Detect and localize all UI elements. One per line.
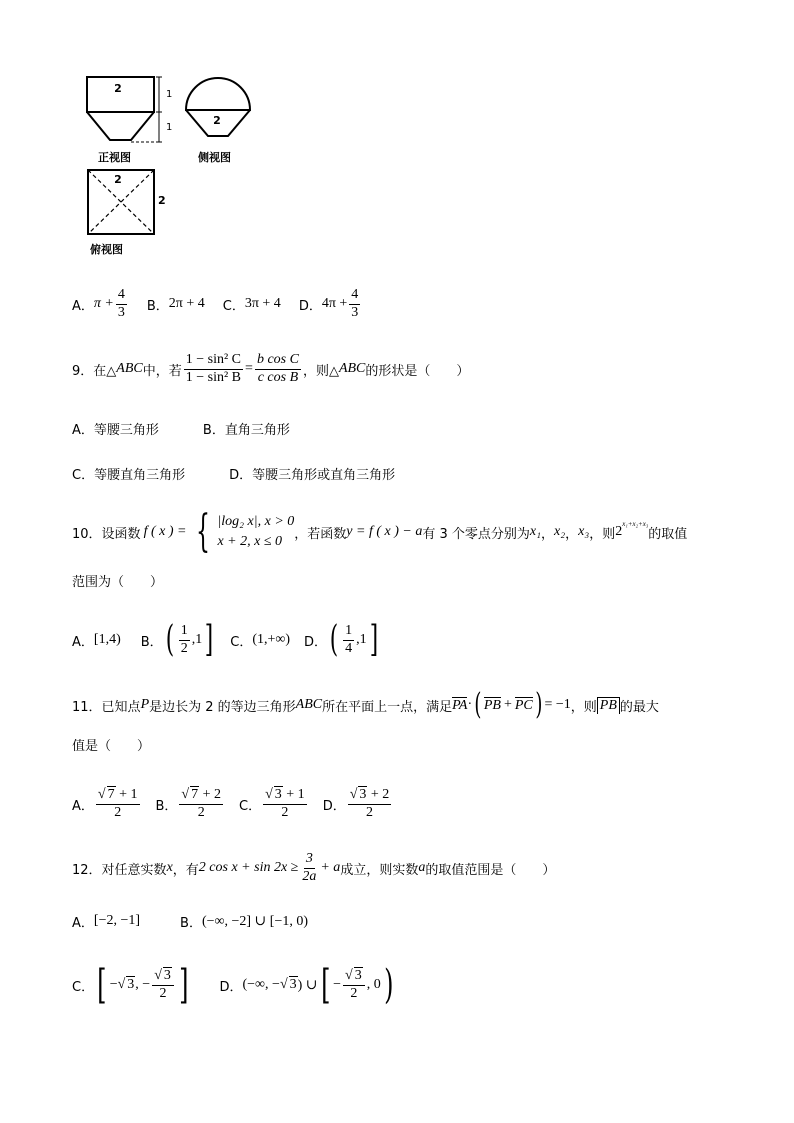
q12-c-left-bracket: [ [97, 962, 107, 1008]
q11-text-3: 所在平面上一点，满足 [322, 699, 453, 715]
q12-option-d-label: D． [219, 979, 243, 995]
q10-case-2: x + 2, x ≤ 0 [217, 534, 282, 549]
q9-option-a-label: A． [72, 422, 94, 438]
q11-rhs: = −1 [544, 697, 571, 712]
q11-a-den: 2 [114, 804, 122, 820]
q8-option-a-fraction [116, 288, 127, 320]
q10-option-c-label: C． [230, 634, 253, 650]
q9-stem [72, 348, 469, 390]
front-dimension-lines [131, 77, 162, 142]
q12-d-pre: (−∞, − [242, 977, 280, 992]
q10-power-base: 2 [615, 524, 623, 539]
q9-options-row-2 [72, 463, 395, 483]
three-view-figure [80, 72, 260, 262]
q10-piecewise-brace: { [196, 506, 211, 557]
q8-option-b-expr: 2π + 4 [168, 296, 205, 311]
q12-f-num: 3 [304, 852, 315, 869]
q9-option-d-label: D． [229, 467, 253, 483]
q12-d-tail: , 0 [366, 977, 381, 992]
q11-vector-pa: PA [452, 697, 468, 713]
q11-stem-line-2 [72, 734, 150, 754]
side-view [186, 78, 250, 136]
q10-text-4: ，则 [589, 526, 616, 542]
q12-option-c-label: C． [72, 979, 95, 995]
q11-d-den: 2 [366, 804, 373, 820]
q10-option-d-label: D． [304, 634, 328, 650]
q12-tail: + a [320, 860, 341, 875]
q11-stem [72, 688, 659, 722]
front-view-caption: 正视图 [98, 151, 131, 164]
q12-c-num-radicand: 3 [163, 967, 171, 983]
q12-lhs: 2 cos x + sin 2x ≥ [198, 860, 299, 875]
q12-c-root: √ 3 [117, 977, 135, 992]
q9-fraction-1 [184, 353, 243, 385]
q9-f1-den: 1 − sin² B [185, 369, 242, 385]
q12-option-b-value: (−∞, −2] ∪ [−1, 0) [201, 913, 308, 929]
q8-d-den: 3 [351, 304, 359, 320]
q10-b-den: 2 [180, 640, 188, 656]
q9-option-b-text: 直角三角形 [224, 422, 290, 438]
q11-b-den: 2 [197, 804, 205, 820]
q12-fraction [300, 852, 318, 884]
q12-d-num-radicand: 3 [354, 967, 362, 983]
q10-text-6: 范围为（ ） [72, 574, 164, 590]
q11-text-4: ，则 [570, 699, 597, 715]
q10-b-right-bracket: ] [205, 619, 214, 660]
q10-text-5: 的取值 [648, 526, 688, 542]
q11-text-6: 值是（ ） [72, 738, 151, 754]
q11-option-a-fraction [96, 788, 140, 820]
q9-option-d-text: 等腰三角形或直角三角形 [252, 467, 396, 483]
q8-option-d-fraction [349, 288, 360, 320]
q10-fx: f ( x ) = [143, 524, 187, 539]
q12-d-right-paren: ) [383, 962, 394, 1008]
q10-number: 10． [72, 526, 102, 542]
q10-option-c-value: (1,+∞) [252, 632, 291, 647]
q12-text-4: 的取值范围是（ ） [425, 862, 556, 878]
q11-number: 11． [72, 699, 102, 715]
q8-option-c-expr: 3π + 4 [244, 296, 281, 311]
q8-d-num: 4 [349, 288, 360, 305]
q12-c-radicand: 3 [127, 977, 135, 992]
q10-option-b-tail: ,1 [191, 632, 203, 647]
q9-abc: ABC [116, 361, 143, 376]
q12-d-fraction [343, 969, 365, 1001]
front-height-2-label: 1 [166, 122, 173, 133]
q11-abs-pb: PB [597, 697, 620, 714]
q11-option-d-fraction [348, 788, 392, 820]
q9-text-3: ，则△ [302, 363, 339, 379]
q10-d-left-paren: ( [329, 619, 339, 660]
q12-c-right-bracket: ] [178, 962, 189, 1008]
q9-text-2: 中，若 [142, 363, 182, 379]
q11-c-radicand: 3 [274, 786, 282, 802]
q11-d-tail: + 2 [367, 786, 390, 802]
q11-option-a-label: A． [72, 798, 94, 814]
q12-c-fraction [152, 969, 174, 1001]
q9-option-c-text: 等腰直角三角形 [94, 467, 186, 483]
q10-b-left-paren: ( [165, 619, 174, 660]
q12-options-row-2 [72, 960, 396, 1010]
q9-f1-num: 1 − sin² C [184, 353, 243, 370]
three-view-diagram [80, 72, 260, 262]
q9-number: 9． [72, 363, 94, 379]
q11-b-radicand: 7 [191, 786, 199, 802]
q9-option-a-text: 等腰三角形 [93, 422, 159, 438]
q10-x2: x₂ [554, 524, 566, 539]
q12-number: 12． [72, 862, 102, 878]
q11-vector-pb: PB [483, 697, 501, 713]
q11-right-paren: ) [535, 687, 543, 722]
q12-d-mid: ) ∪ [297, 977, 318, 993]
q11-plus: + [503, 697, 512, 712]
q12-d-left-bracket: [ [320, 962, 331, 1008]
q8-option-a-expr: π + [93, 296, 114, 311]
q10-sep-1: ， [540, 526, 554, 542]
front-height-1-label: 1 [166, 89, 173, 100]
q12-text-3: 成立，则实数 [340, 862, 419, 878]
q10-stem-line-2 [72, 570, 163, 590]
q9-options-row-1 [72, 418, 290, 438]
q10-x3: x₃ [578, 524, 590, 539]
q11-c-tail: + 1 [282, 786, 305, 802]
q11-option-c-label: C． [239, 798, 262, 814]
q12-text-1: 对任意实数 [101, 862, 167, 878]
q12-text-2: ，有 [172, 862, 199, 878]
q10-text-1: 设函数 [101, 526, 141, 542]
q8-a-num: 4 [116, 288, 127, 305]
q8-option-b-label: B． [146, 298, 169, 314]
q11-a-radicand: 7 [107, 786, 115, 802]
q11-text-5: 的最大 [619, 699, 659, 715]
q11-option-d-label: D． [322, 798, 346, 814]
q10-d-num: 1 [343, 624, 354, 641]
q12-f-den: 2a [302, 868, 317, 884]
q10-stem [72, 508, 687, 556]
q9-f2-num: b cos C [255, 353, 301, 370]
q11-dot: · [467, 697, 473, 712]
q9-text-1: 在△ [93, 363, 117, 379]
q10-option-d-tail: ,1 [356, 632, 367, 647]
q8-option-d-expr: 4π + [321, 296, 348, 311]
q10-case-1: |log₂ x|, x > 0 [217, 514, 295, 530]
q8-option-c-label: C． [222, 298, 245, 314]
q10-sep-2: ， [565, 526, 579, 542]
q12-d-root: √ 3 [279, 977, 297, 992]
q12-d-radicand: 3 [289, 977, 297, 992]
q10-option-b-fraction [179, 624, 190, 656]
q12-a: a [418, 860, 426, 875]
q9-abc-2: ABC [338, 361, 366, 376]
q11-left-paren: ( [474, 687, 482, 722]
q11-c-den: 2 [281, 804, 289, 820]
q10-d-right-bracket: ] [369, 619, 378, 660]
q11-option-b-label: B． [155, 798, 178, 814]
front-top-width-label: 2 [114, 82, 122, 95]
q12-x: x [166, 860, 173, 875]
q11-option-b-fraction [179, 788, 223, 820]
q12-c-num: √ 3 [152, 969, 174, 986]
q10-text-3: 有 3 个零点分别为 [422, 526, 530, 542]
top-height-label: 2 [158, 194, 166, 207]
q10-option-a-value: [1,4) [93, 632, 121, 647]
q11-b-num: √ 7 + 2 [179, 788, 223, 805]
q9-f2-den: c cos B [257, 369, 299, 385]
q9-option-c-label: C． [72, 467, 95, 483]
q10-text-2: ，若函数 [294, 526, 347, 542]
q10-piecewise-cases [217, 512, 294, 551]
q10-power-exponent: x₁+x₂+x₃ [622, 520, 649, 528]
q11-a-tail: + 1 [115, 786, 138, 802]
q11-point-p: P [140, 697, 150, 712]
q11-a-num: √ 7 + 1 [96, 788, 140, 805]
q11-d-num: √ 3 + 2 [348, 788, 392, 805]
top-view-caption: 俯视图 [90, 243, 123, 256]
q9-text-4: 的形状是（ ） [365, 363, 470, 379]
q10-d-den: 4 [345, 640, 353, 656]
q10-option-a-label: A． [72, 634, 94, 650]
q11-options [72, 782, 393, 826]
q11-vector-pc: PC [514, 697, 533, 713]
q11-text-2: 是边长为 2 的等边三角形 [149, 699, 296, 715]
q12-d-den: 2 [350, 985, 358, 1001]
q10-yx: y = f ( x ) − a [346, 524, 423, 539]
q8-option-a-label: A． [72, 298, 94, 314]
q9-equals: = [245, 361, 253, 376]
q12-c-den: 2 [159, 985, 167, 1001]
q11-b-tail: + 2 [199, 786, 222, 802]
q12-d-num: √ 3 [343, 969, 365, 986]
q11-text-1: 已知点 [101, 699, 141, 715]
side-width-label: 2 [213, 114, 221, 127]
q10-option-b-label: B． [140, 634, 163, 650]
q11-abc: ABC [295, 697, 323, 712]
q12-option-a-label: A． [72, 915, 94, 931]
q8-a-den: 3 [117, 304, 125, 320]
q10-options [72, 618, 381, 662]
top-width-label: 2 [114, 173, 122, 186]
q12-c-pre: − [109, 977, 118, 992]
q8-option-d-label: D． [298, 298, 322, 314]
q12-c-mid: , − [135, 977, 151, 992]
q9-fraction-2 [255, 353, 301, 385]
q12-d-neg: − [333, 977, 342, 992]
side-view-caption: 侧视图 [198, 151, 231, 164]
q12-stem [72, 846, 555, 890]
q8-options [72, 284, 362, 324]
q10-option-d-fraction [343, 624, 354, 656]
q10-x1: x₁ [529, 524, 541, 539]
q12-option-b-label: B． [180, 915, 202, 931]
q9-option-b-label: B． [202, 422, 225, 438]
q11-c-num: √ 3 + 1 [263, 788, 307, 805]
q12-options-row-1 [72, 910, 308, 932]
q12-option-a-value: [−2, −1] [93, 913, 141, 928]
q10-b-num: 1 [179, 624, 190, 641]
q11-option-c-fraction [263, 788, 307, 820]
q11-d-radicand: 3 [359, 786, 367, 802]
